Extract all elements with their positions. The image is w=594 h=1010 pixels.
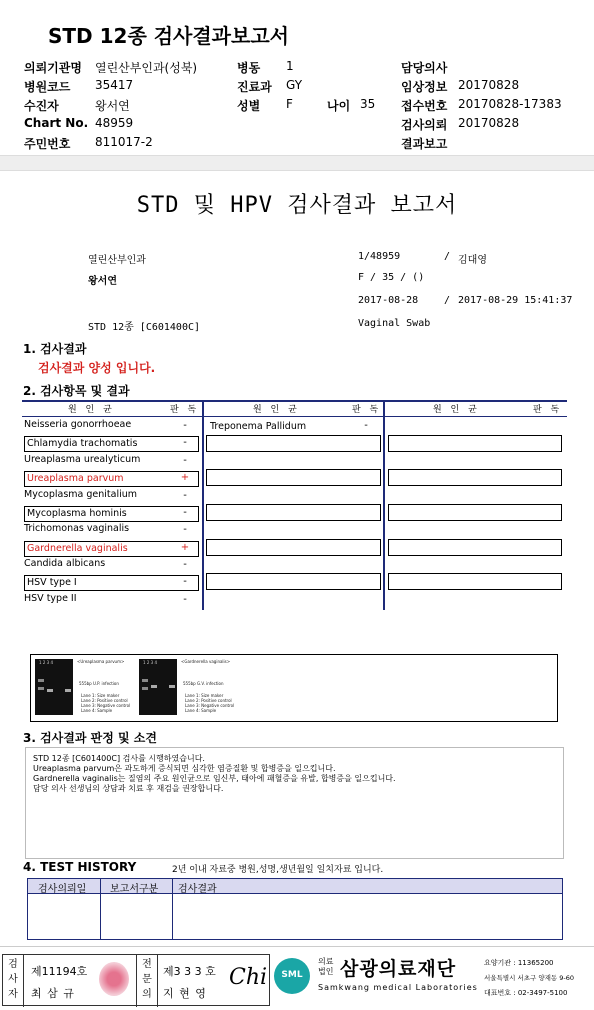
- gel-right-legend: [185, 693, 234, 713]
- gel-lane-numbers: 1 2 3 4: [143, 660, 157, 665]
- header-value: 20170828: [458, 78, 520, 92]
- header-label: 병동: [237, 61, 261, 75]
- header-value: 왕서연: [95, 99, 130, 113]
- section2-heading: 2. 검사항목 및 결과: [23, 384, 130, 398]
- specialist-label: 전 문 의: [136, 955, 158, 1007]
- report-date: 2017-08-29 15:41:37: [458, 295, 573, 306]
- header-value: F: [286, 97, 293, 111]
- empty-result-box: [388, 435, 562, 452]
- history-note: 2년 이내 자료중 병원,성명,생년월일 일치자료 입니다.: [172, 865, 384, 875]
- gel-right-title: <Gardnerella vaginalis>: [181, 659, 231, 664]
- header-label: 접수번호: [401, 99, 448, 113]
- history-col-result: 검사결과: [178, 884, 217, 895]
- empty-result-box: [206, 573, 381, 590]
- gel-lane-image: [35, 659, 73, 715]
- history-col-date: 검사의뢰일: [38, 884, 87, 895]
- seal-stamp: [99, 962, 129, 996]
- history-col-type: 보고서구분: [110, 884, 159, 895]
- agency-code: 요양기관 : 11365200: [484, 959, 554, 967]
- header-label: 결과보고: [401, 137, 448, 151]
- column-divider: [383, 402, 385, 610]
- gel-legend-line: Lane 2: Positive control: [185, 698, 232, 703]
- signature: Chi: [229, 965, 268, 990]
- header-label: 의뢰기관명: [24, 61, 82, 75]
- col-header-judgment: 판 독: [352, 405, 382, 415]
- pathogen-result: -: [183, 490, 187, 501]
- org-english: Samkwang medical Laboratories: [318, 983, 478, 992]
- pathogen-result: -: [183, 420, 187, 431]
- phone: 대표번호 : 02-3497-5100: [484, 989, 568, 997]
- opinion-line: Ureaplasma parvum은 과도하게 증식되면 심각한 염증질환 및 합병증을 일으킵니다.: [33, 764, 336, 773]
- section3-heading: 3. 검사결과 판정 및 소견: [23, 731, 157, 745]
- receive-date: 2017-08-28: [358, 295, 419, 306]
- col-header-pathogen: 원 인 균: [433, 405, 480, 415]
- pathogen-result: +: [180, 472, 190, 483]
- header-label: 수진자: [24, 99, 59, 113]
- header-value: 열린산부인과(성북): [95, 61, 198, 75]
- pathogen-name: Chlamydia trachomatis: [24, 436, 199, 452]
- header-label: 담당의사: [401, 61, 448, 75]
- header-label: 병원코드: [24, 80, 71, 94]
- pathogen-result: -: [183, 437, 187, 448]
- pathogen-result: -: [183, 594, 187, 605]
- header-label: 주민번호: [24, 137, 71, 151]
- gel-right-label: 555bp G.V. infection: [183, 681, 224, 686]
- header-value: GY: [286, 78, 303, 92]
- header-value: 35417: [95, 78, 134, 92]
- gel-left-legend: [81, 693, 130, 713]
- inspector-license: 제11194호: [31, 965, 88, 978]
- header-label: 검사의뢰: [401, 118, 448, 132]
- header-label: 임상정보: [401, 80, 448, 94]
- pathogen-result: -: [183, 507, 187, 518]
- header-value: 20170828: [458, 116, 520, 130]
- opinion-line: STD 12종 [C601400C] 검사를 시행하였습니다.: [33, 754, 205, 763]
- pathogen-name: Candida albicans: [24, 558, 106, 569]
- inspector-label: 검 사 자: [3, 955, 24, 1007]
- gel-legend-line: Lane 1: Size maker: [81, 693, 120, 698]
- header-label: 성별: [237, 99, 261, 113]
- history-table-header: [28, 879, 562, 894]
- header-value: 1: [286, 59, 294, 73]
- section4-heading: 4. TEST HISTORY: [23, 860, 137, 874]
- pathogen-name: Ureaplasma parvum: [24, 471, 199, 487]
- header-label: 나이: [327, 99, 351, 113]
- pathogen-name: Gardnerella vaginalis: [24, 541, 199, 557]
- inspector-name: 최 삼 규: [31, 987, 75, 1000]
- header-label: 진료과: [237, 80, 272, 94]
- std-hpv-title: STD 및 HPV 검사결과 보고서: [136, 193, 458, 218]
- signature-box: [2, 954, 270, 1006]
- section-divider: [0, 155, 594, 171]
- gel-lane-image: [139, 659, 177, 715]
- col-header-pathogen: 원 인 균: [253, 405, 300, 415]
- test-code: STD 12종 [C601400C]: [88, 322, 201, 333]
- result-summary: 검사결과 양성 입니다.: [38, 361, 156, 375]
- pathogen-name: HSV type II: [24, 593, 77, 604]
- empty-result-box: [388, 504, 562, 521]
- gel-legend-line: Lane 2: Positive control: [81, 698, 128, 703]
- pathogen-result: -: [183, 559, 187, 570]
- doctor-name: 김대영: [458, 255, 487, 266]
- opinion-box: [25, 747, 564, 859]
- treponema-result: -: [364, 420, 368, 431]
- empty-result-box: [388, 539, 562, 556]
- empty-result-box: [388, 469, 562, 486]
- gel-image-panel: [30, 654, 558, 722]
- report-title: STD 12종 검사결과보고서: [48, 24, 289, 48]
- gel-legend-line: Lane 4: Sample: [185, 708, 217, 713]
- gel-legend-line: Lane 3: Negative control: [185, 703, 235, 708]
- sml-logo: [272, 958, 312, 1000]
- pathogen-name: Mycoplasma genitalium: [24, 489, 138, 500]
- specialist-name: 지 현 영: [163, 987, 207, 1000]
- history-table: [27, 878, 563, 940]
- pathogen-result: -: [183, 455, 187, 466]
- gel-legend-line: Lane 4: Sample: [81, 708, 113, 713]
- pathogen-result: +: [180, 542, 190, 553]
- empty-result-box: [206, 435, 381, 452]
- opinion-line: Gardnerella vaginalis는 질염의 주요 원인균으로 임신부, 태아에 패혈증을 유발, 합병증을 일으킵니다.: [33, 774, 396, 783]
- empty-result-box: [206, 504, 381, 521]
- empty-result-box: [206, 539, 381, 556]
- section1-heading: 1. 검사결과: [23, 342, 87, 356]
- slash: /: [444, 295, 451, 306]
- specimen: Vaginal Swab: [358, 318, 431, 329]
- column-divider: [202, 402, 204, 610]
- gel-left-label: 555bp U.P. infection: [79, 681, 119, 686]
- pathogen-result: -: [183, 524, 187, 535]
- opinion-text: [33, 754, 396, 794]
- slash: /: [444, 251, 451, 262]
- treponema-name: Treponema Pallidum: [210, 421, 307, 432]
- pathogen-name: HSV type I: [24, 575, 199, 591]
- header-value: 20170828-17383: [458, 97, 562, 111]
- empty-result-box: [206, 469, 381, 486]
- header-value: 35: [360, 97, 376, 111]
- col-header-pathogen: 원 인 균: [68, 405, 115, 415]
- header-value: 48959: [95, 116, 134, 130]
- address: 서울특별시 서초구 양재동 9-60: [484, 974, 575, 982]
- gel-left-title: <Ureaplasma parvum>: [77, 659, 125, 664]
- pathogen-name: Neisseria gonorrhoeae: [24, 419, 132, 430]
- footer-rule: [0, 946, 594, 947]
- header-label: Chart No.: [24, 116, 89, 130]
- corp-label: 의료 법인: [318, 957, 334, 976]
- gel-legend-line: Lane 3: Negative control: [81, 703, 131, 708]
- clinic-name: 열린산부인과: [88, 255, 146, 266]
- specialist-license: 제3 3 3 호: [163, 965, 216, 978]
- opinion-line: 담당 의사 선생님의 상담과 치료 후 재검을 권장합니다.: [33, 784, 224, 793]
- org-name: 삼광의료재단: [340, 958, 457, 980]
- empty-result-box: [388, 573, 562, 590]
- header-value: 811017-2: [95, 135, 153, 149]
- patient-name: 왕서연: [88, 276, 117, 287]
- pathogen-name: Mycoplasma hominis: [24, 506, 199, 522]
- pathogen-name: Trichomonas vaginalis: [24, 523, 130, 534]
- pathogen-name: Ureaplasma urealyticum: [24, 454, 141, 465]
- col-header-judgment: 판 독: [170, 405, 200, 415]
- chart-number: 1/48959: [358, 251, 401, 262]
- col-header-judgment: 판 독: [533, 405, 563, 415]
- gel-legend-line: Lane 1: Size maker: [185, 693, 224, 698]
- pathogen-result: -: [183, 576, 187, 587]
- gel-lane-numbers: 1 2 3 4: [39, 660, 53, 665]
- logo-badge: SML: [281, 970, 303, 980]
- sex-age: F / 35 / (): [358, 272, 425, 283]
